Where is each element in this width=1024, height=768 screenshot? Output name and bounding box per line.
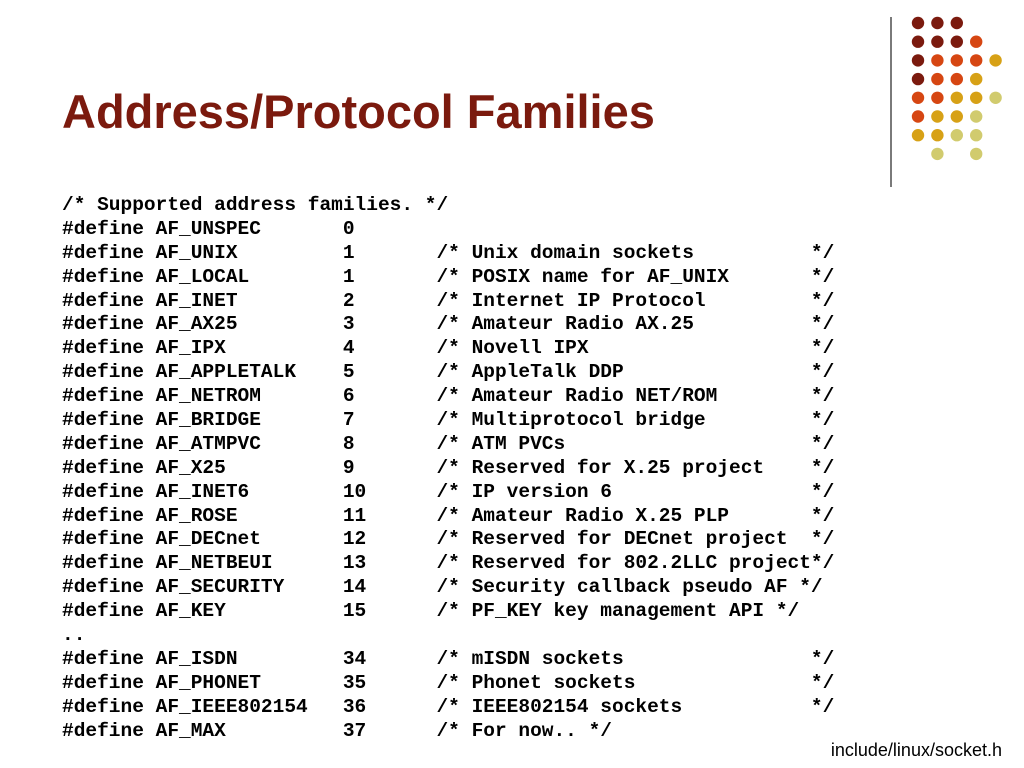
decorative-dot: [989, 92, 1001, 104]
source-file-caption: include/linux/socket.h: [830, 740, 1002, 760]
code-line: #define AF_X25 9 /* Reserved for X.25 project */: [62, 456, 835, 479]
code-line: #define AF_NETROM 6 /* Amateur Radio NET/ROM */: [62, 385, 835, 408]
decorative-dot: [951, 92, 963, 104]
code-line: /* Supported address families. */: [62, 194, 449, 216]
decorative-dot: [912, 129, 924, 141]
decorative-dot: [970, 92, 982, 104]
decorative-dot: [912, 36, 924, 48]
code-line: #define AF_IEEE802154 36 /* IEEE802154 sockets */: [62, 695, 835, 718]
code-line: ..: [62, 624, 86, 647]
decorative-dot: [912, 92, 924, 104]
decorative-dot: [970, 73, 982, 85]
code-line: #define AF_INET6 10 /* IP version 6 */: [62, 480, 835, 503]
decorative-dot: [970, 129, 982, 141]
decorative-dot: [951, 36, 963, 48]
code-line: #define AF_PHONET 35 /* Phonet sockets */: [62, 671, 835, 694]
code-line: #define AF_ISDN 34 /* mISDN sockets */: [62, 647, 835, 670]
decorative-dot: [951, 54, 963, 66]
code-line: #define AF_INET 2 /* Internet IP Protocol */: [62, 289, 835, 312]
code-line: #define AF_ATMPVC 8 /* ATM PVCs */: [62, 432, 835, 455]
decorative-dot: [989, 54, 1001, 66]
decorative-dot: [951, 129, 963, 141]
decorative-dot: [970, 36, 982, 48]
code-line: #define AF_AX25 3 /* Amateur Radio AX.25 */: [62, 313, 835, 336]
decorative-dot: [912, 17, 924, 29]
decorative-dot: [931, 92, 943, 104]
decorative-dot: [970, 54, 982, 66]
code-line: #define AF_UNIX 1 /* Unix domain sockets */: [62, 241, 835, 264]
decorative-dot: [912, 54, 924, 66]
code-line: #define AF_BRIDGE 7 /* Multiprotocol bridge */: [62, 409, 835, 432]
title-divider: [890, 17, 892, 187]
code-line: #define AF_IPX 4 /* Novell IPX */: [62, 337, 835, 360]
decorative-dot: [951, 17, 963, 29]
code-line: #define AF_SECURITY 14 /* Security callback pseudo AF */: [62, 576, 823, 599]
slide-title: Address/Protocol Families: [62, 85, 655, 138]
decorative-dot: [931, 54, 943, 66]
decorative-dot: [970, 110, 982, 122]
decorative-dot: [951, 110, 963, 122]
code-line: #define AF_APPLETALK 5 /* AppleTalk DDP */: [62, 361, 835, 384]
code-line: #define AF_DECnet 12 /* Reserved for DECnet project */: [62, 528, 835, 551]
code-line: #define AF_MAX 37 /* For now.. */: [62, 719, 612, 742]
decorative-dot: [912, 110, 924, 122]
decorative-dot: [931, 110, 943, 122]
code-line: #define AF_UNSPEC 0: [62, 217, 355, 240]
decorative-dot: [931, 73, 943, 85]
code-line: #define AF_NETBEUI 13 /* Reserved for 802.2LLC project*/: [62, 552, 835, 575]
code-line: #define AF_ROSE 11 /* Amateur Radio X.25 PLP */: [62, 504, 835, 527]
code-line: #define AF_KEY 15 /* PF_KEY key management API */: [62, 600, 800, 623]
decorative-dot: [931, 129, 943, 141]
decorative-dot: [912, 73, 924, 85]
decorative-dot: [931, 17, 943, 29]
code-listing: [62, 194, 834, 743]
decorative-dot: [951, 73, 963, 85]
decorative-dot: [931, 36, 943, 48]
decorative-dot: [931, 148, 943, 160]
code-line: #define AF_LOCAL 1 /* POSIX name for AF_UNIX */: [62, 265, 835, 288]
decorative-dot: [970, 148, 982, 160]
